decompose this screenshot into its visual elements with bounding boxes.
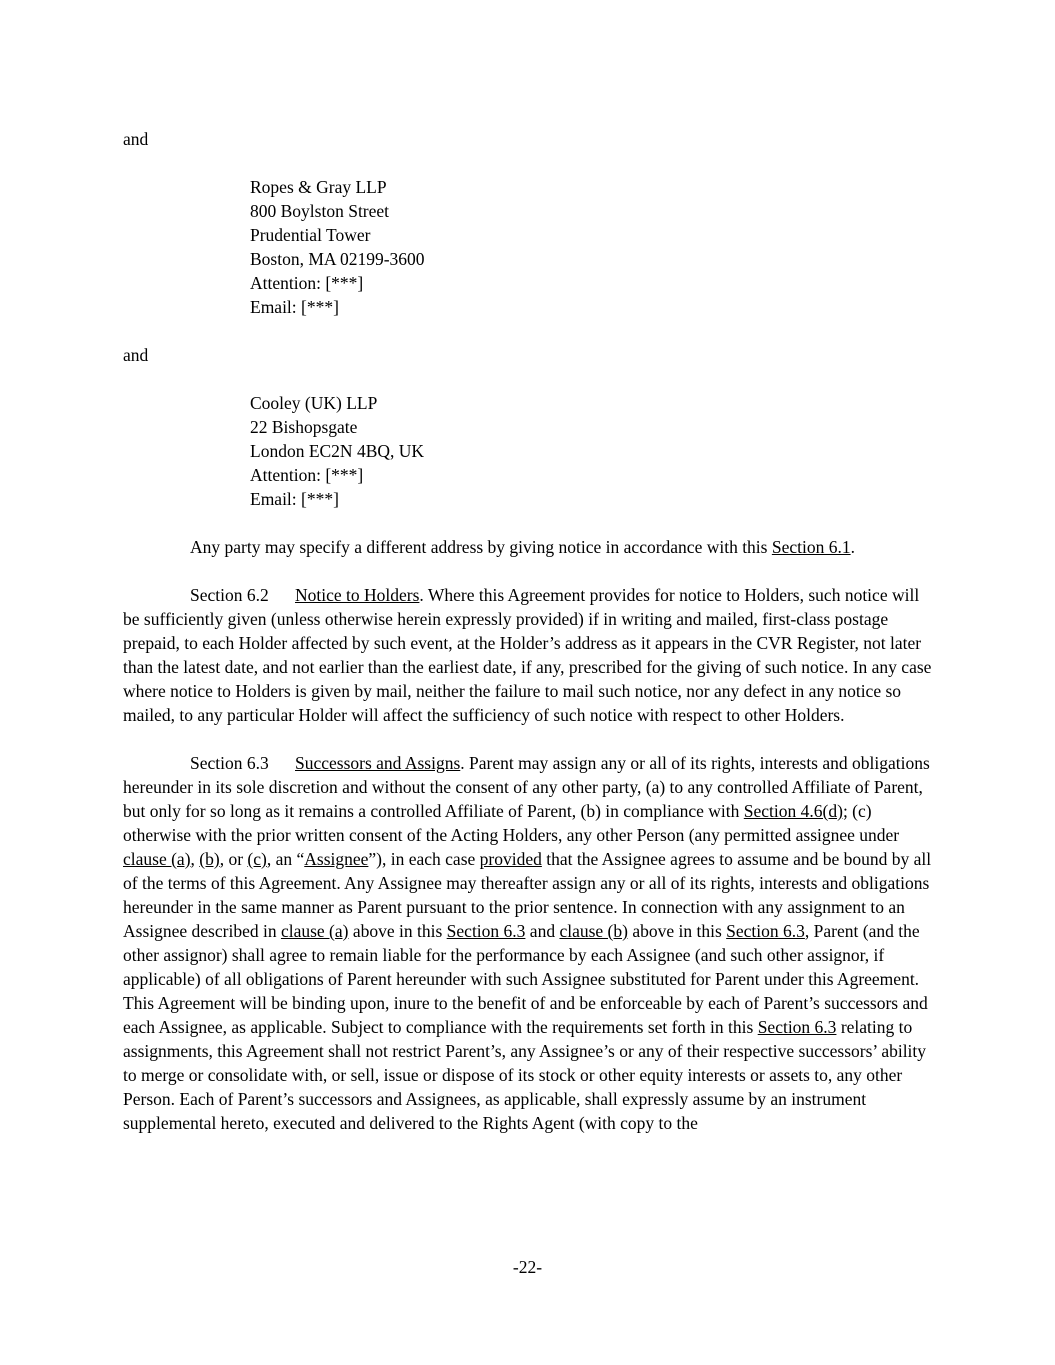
text-run: . Where this Agreement provides for notice to Holders, such notice will be sufficiently given (unless otherwise herein expressly provided) if in writing and mailed, first-class postage prepaid, to each Holder affected by such event, at the Holder’s address as it appears in the CVR Register, not later than the latest date, and not earlier than the earliest date, if any, prescribed for the giving of such notice. In any case where notice to Holders is given by mail, neither the failure to mail such notice, nor any defect in any notice so mailed, to any particular Holder will affect the sufficiency of such notice with respect to other Holders. <box>123 585 936 725</box>
underlined-reference: provided <box>479 849 542 869</box>
connector-text: and <box>123 345 149 365</box>
text-run: , Parent (and the other assignor) shall agree to remain liable for the performance by each Assignee (and such other assignor, if applicable) of all obligations of Parent hereunder with such Assignee substituted for Parent under this Agreement. This Agreement will be binding upon, inure to the benefit of and be enforceable by each of Parent’s successors and each Assignee, as applicable. Subject to compliance with the requirements set forth in this <box>123 921 933 1037</box>
paragraph <box>123 583 936 727</box>
text-run: Section 6.3 <box>190 753 269 773</box>
address-block <box>123 391 932 511</box>
underlined-reference: Section 4.6(d) <box>743 801 843 821</box>
underlined-reference: Notice to Holders <box>295 585 420 605</box>
text-run <box>269 753 295 773</box>
paragraph <box>123 751 936 1135</box>
address-line: Boston, MA 02199-3600 <box>250 249 425 269</box>
address-line: 800 Boylston Street <box>250 201 390 221</box>
text-run: , <box>190 849 200 869</box>
underlined-reference: Section 6.3 <box>446 921 526 941</box>
text-run: . Parent may assign any or all of its rights, interests and obligations hereunder in its sole discretion and without the consent of any other party, (a) to any controlled Affiliate of Parent, but only for so long as it remains a controlled Affiliate of Parent, (b) in compliance with <box>123 753 935 821</box>
text-run: , an “ <box>266 849 305 869</box>
text-run: that the Assignee agrees to assume and be bound by all of the terms of this Agreement. Any Assignee may thereafter assign any or all of its rights, interests and obligations hereunder in the same manner as Parent pursuant to the prior sentence. In connection with any assignment to an Assignee described in <box>123 849 936 941</box>
underlined-reference: Successors and Assigns <box>295 753 461 773</box>
underlined-reference: clause (a) <box>123 849 191 869</box>
address-line: Email: [***] <box>250 297 339 317</box>
text-run: , or <box>219 849 248 869</box>
underlined-reference: (b) <box>199 849 220 869</box>
address-line: 22 Bishopsgate <box>250 417 358 437</box>
page-number: -22- <box>512 1257 543 1277</box>
underlined-reference: clause (a) <box>280 921 349 941</box>
connector-text: and <box>123 129 149 149</box>
address-line: Email: [***] <box>250 489 339 509</box>
address-line: Ropes & Gray LLP <box>250 177 387 197</box>
text-run: Any party may specify a different address by giving notice in accordance with this <box>190 537 772 557</box>
text-run: and <box>525 921 560 941</box>
text-run <box>269 585 295 605</box>
address-line: Attention: [***] <box>250 273 364 293</box>
document-body <box>123 127 936 1135</box>
text-run: above in this <box>348 921 447 941</box>
underlined-reference: Assignee <box>304 849 369 869</box>
paragraph <box>123 535 932 559</box>
underlined-reference: Section 6.1 <box>771 537 851 557</box>
underlined-reference: clause (b) <box>559 921 628 941</box>
text-run: ”), in each case <box>368 849 480 869</box>
address-line: London EC2N 4BQ, UK <box>250 441 425 461</box>
underlined-reference: (c) <box>247 849 267 869</box>
address-block <box>123 175 932 319</box>
text-run: above in this <box>627 921 727 941</box>
text-run: Section 6.2 <box>190 585 269 605</box>
underlined-reference: Section 6.3 <box>726 921 805 941</box>
text-run: relating to assignments, this Agreement shall not restrict Parent’s, any Assignee’s or any of their respective successors’ ability to merge or consolidate with, or sell, issue or dispose of its stock or other equity interests or assets to, any other Person. Each of Parent’s successors and Assignees, as applicable, shall expressly assume by an instrument supplemental hereto, executed and delivered to the Rights Agent (with copy to the <box>123 1017 931 1133</box>
underlined-reference: Section 6.3 <box>757 1017 837 1037</box>
address-line: Attention: [***] <box>250 465 364 485</box>
address-line: Prudential Tower <box>250 225 371 245</box>
address-line: Cooley (UK) LLP <box>250 393 378 413</box>
text-run: ; (c) otherwise with the prior written consent of the Acting Holders, any other Person (any permitted assignee under <box>123 801 904 845</box>
text-run: . <box>850 537 855 557</box>
